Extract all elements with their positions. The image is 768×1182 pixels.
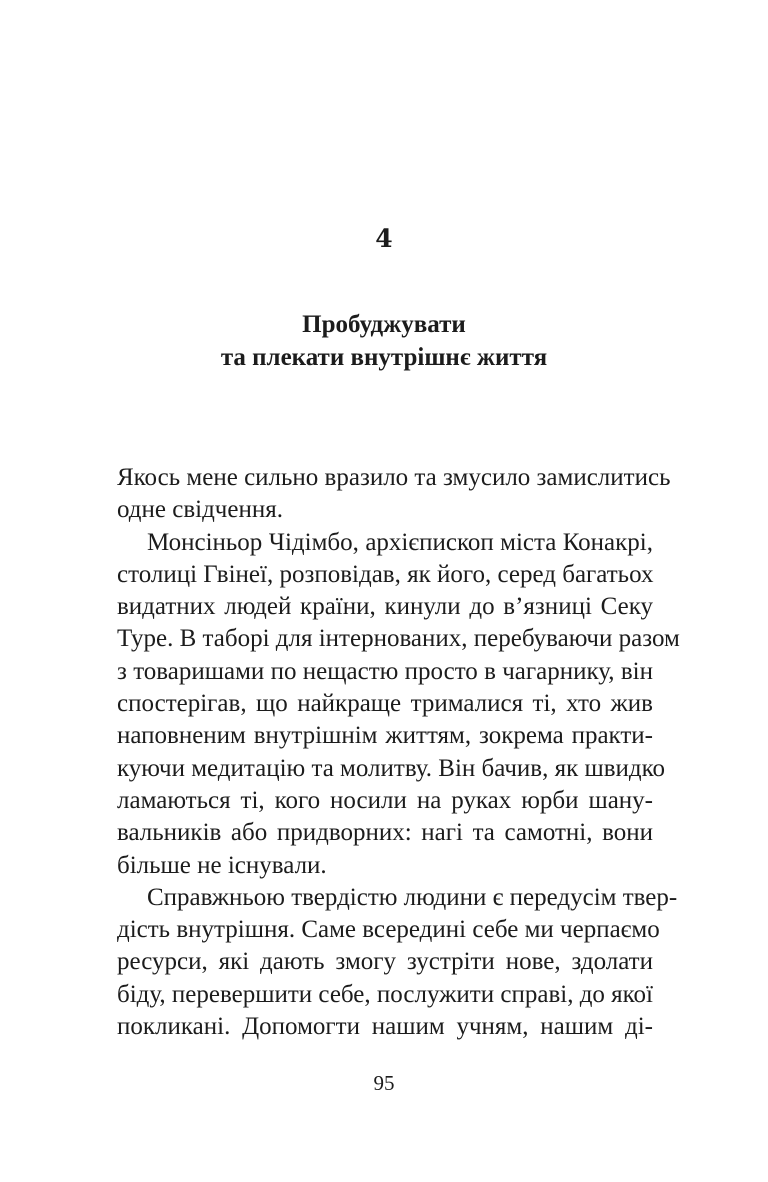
text-line: куючи медитацію та молитву. Він бачив, як швидко (117, 754, 666, 782)
text-line: дість внутрішня. Саме всередині себе ми черпаємо (117, 916, 660, 944)
text-line: Туре. В таборі для інтернованих, перебуваючи разом (117, 625, 680, 653)
text-line: більше не існували. (117, 851, 327, 879)
text-line: біду, перевершити себе, послужити справі, до якої (117, 980, 653, 1008)
chapter-title-line: та плекати внутрішнє життя (220, 344, 548, 371)
text-line: ресурси, які дають змогу зустріти нове, здолати (117, 948, 653, 976)
chapter-title (0, 308, 768, 374)
text-line: ламаються ті, кого носили на руках юрби шану- (117, 786, 653, 814)
text-line: Монсіньор Чідімбо, архієпископ міста Конакрі, (147, 528, 653, 556)
text-line: вальників або придворних: нагі та самотні, вони (117, 819, 653, 847)
text-line: з товаришами по нещастю просто в чагарнику, він (117, 657, 653, 685)
text-line: покликані. Допомогти нашим учням, нашим ді- (117, 1013, 653, 1041)
page-number: 95 (373, 1071, 395, 1095)
chapter-number: 4 (375, 224, 393, 253)
text-line: видатних людей країни, кинули до в’язниці Секу (117, 593, 653, 621)
text-line: столиці Гвінеї, розповідав, як його, серед багатьох (117, 560, 654, 588)
text-line: наповненим внутрішнім життям, зокрема практи- (117, 722, 653, 750)
text-line: спостерігав, що найкраще трималися ті, хто жив (117, 690, 653, 718)
text-line: Якось мене сильно вразило та змусило замислитись (117, 464, 671, 491)
body-text (117, 462, 680, 1043)
text-line: Справжньою твердістю людини є передусім твер- (147, 883, 678, 911)
chapter-title-line: Пробуджувати (302, 311, 466, 338)
text-line: одне свідчення. (117, 496, 283, 524)
